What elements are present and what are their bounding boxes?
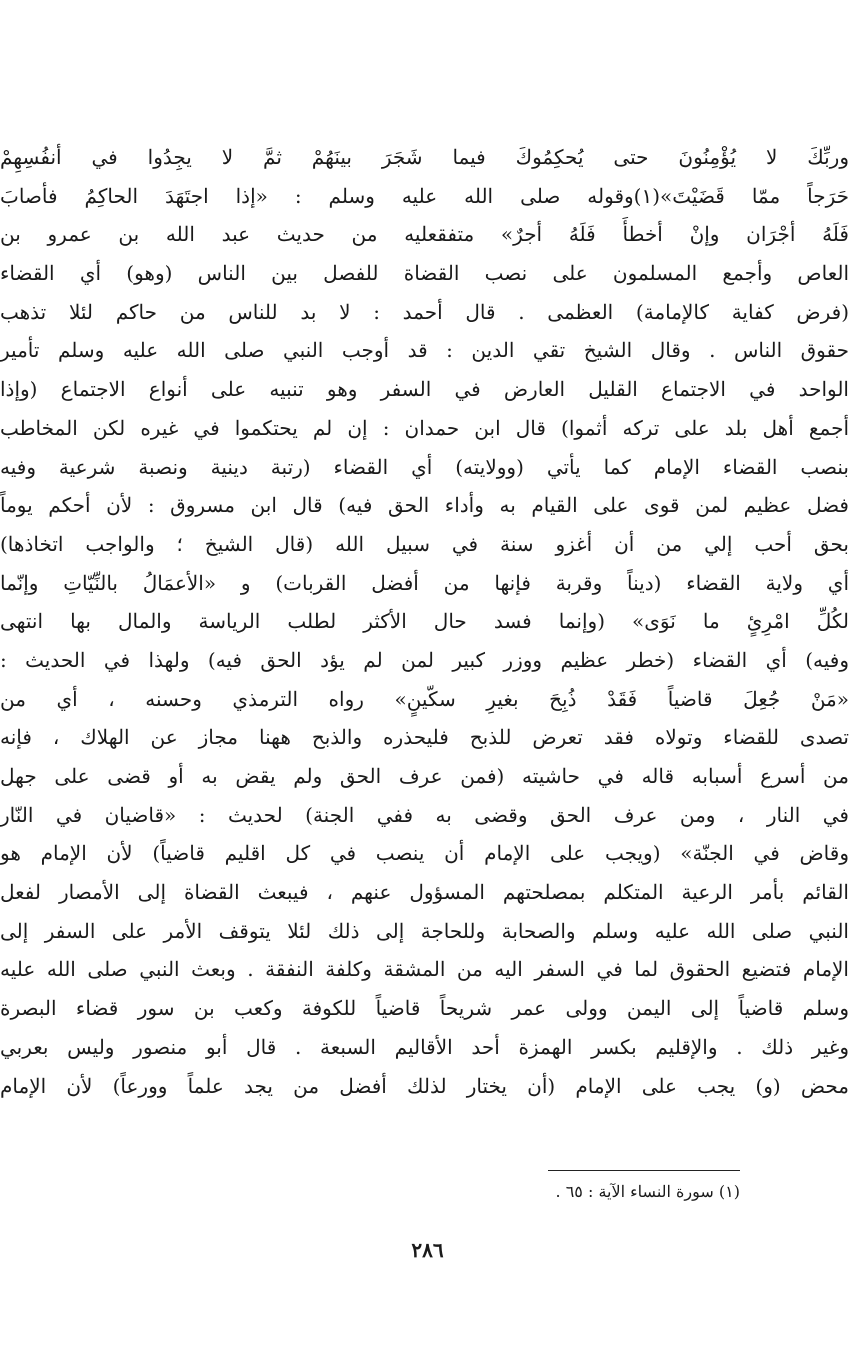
text-line: بنصب القضاء الإمام كما يأتي (وولايته) أي القضاء (رتبة دينية ونصبة شرعية وفيه	[0, 454, 849, 479]
text-line: محض (و) يجب على الإمام (أن يختار لذلك أفضل من يجد علماً وورعاً) لأن الإمام	[0, 1073, 849, 1098]
body-text	[0, 138, 849, 1105]
text-line: حقوق الناس . وقال الشيخ تقي الدين : قد أوجب النبي صلى الله عليه وسلم تأمير	[0, 338, 849, 363]
text-line: فضل عظيم لمن قوى على القيام به وأداء الحق فيه) قال ابن مسروق : لأن أحكم يوماً	[0, 493, 849, 518]
text-line: أي ولاية القضاء (ديناً وقربة فإنها من أفضل القربات) و «الأعمَالُ بالنِّيّاتِ وإنّما	[0, 570, 849, 595]
footnote-separator	[548, 1170, 740, 1171]
text-line: (فرض كفاية كالإمامة) العظمى . قال أحمد : لا بد للناس من حاكم لئلا تذهب	[0, 299, 849, 324]
text-line: وفيه) أي القضاء (خطر عظيم ووزر كبير لمن لم يؤد الحق فيه) ولهذا في الحديث :	[0, 647, 849, 672]
text-line: من أسرع أسبابه قاله في حاشيته (فمن عرف الحق ولم يقض به أو قضى على جهل	[0, 764, 849, 788]
text-line: تصدى للقضاء وتولاه فقد تعرض للذبح فليحذره والذبح ههنا مجاز عن الهلاك ، فإنه	[0, 725, 849, 750]
text-line: وقاض في الجنّة» (ويجب على الإمام أن ينصب في كل اقليم قاضياً) لأن الإمام هو	[0, 841, 849, 866]
text-line: حَرَجاً ممّا قَضَيْتَ»(١)وقوله صلى الله عليه وسلم : «إذا اجتَهَدَ الحاكِمُ فأصابَ	[0, 183, 849, 208]
footnote: (١) سورة النساء الآية : ٦٥ .	[555, 1182, 740, 1201]
text-line: وغير ذلك . والإقليم بكسر الهمزة أحد الأقاليم السبعة . قال أبو منصور وليس بعربي	[0, 1034, 849, 1059]
text-line: النبي صلى الله عليه وسلم والصحابة وللحاجة إلى ذلك لئلا يتوقف الأمر على السفر إلى	[0, 918, 849, 943]
text-line: «مَنْ جُعِلَ قاضياً فَقَدْ ذُبِحَ بغيرِ سكّينٍ» رواه الترمذي وحسنه ، أي من	[0, 686, 849, 711]
text-line: القائم بأمر الرعية المتكلم بمصلحتهم المسؤول عنهم ، فيبعث القضاة إلى الأمصار لفعل	[0, 880, 849, 905]
text-line: وربِّكَ لا يُؤْمِنُونَ حتى يُحكِمُوكَ فيما شَجَرَ بينَهُمْ ثمَّ لا يجِدُوا في أنفُسِهِمْ	[0, 145, 849, 169]
text-line: العاص وأجمع المسلمون على نصب القضاة للفصل بين الناس (وهو) أي القضاء	[0, 261, 849, 286]
text-line: أجمع أهل بلد على تركه أثموا) قال ابن حمدان : إن لم يحتكموا في غيره لكن المخاطب	[0, 415, 849, 440]
text-line: في النار ، ومن عرف الحق وقضى به ففي الجنة) لحديث : «قاضيان في النّار	[0, 802, 849, 827]
text-line: فَلَهُ أجْرَان وإنْ أخطأَ فَلَهُ أجرٌ» متفقعليه من حديث عبد الله بن عمرو بن	[0, 222, 849, 247]
page-number: ٢٨٦	[411, 1238, 444, 1262]
text-line: الإمام فتضيع الحقوق لما في السفر اليه من المشقة وكلفة النفقة . وبعث النبي صلى الله عليه	[0, 957, 849, 982]
text-line: الواحد في الاجتماع القليل العارض في السفر وهو تنبيه على أنواع الاجتماع (وإذا	[0, 377, 849, 402]
text-line: لكُلِّ امْرِئٍ ما نَوَى» (وإنما فسد حال الأكثر لطلب الرياسة والمال بها انتهى	[0, 609, 849, 634]
text-line: وسلم قاضياً إلى اليمن وولى عمر شريحاً قاضياً للكوفة وكعب بن سور قضاء البصرة	[0, 996, 849, 1021]
text-line: بحق أحب إلي من أن أغزو سنة في سبيل الله (قال الشيخ ؛ والواجب اتخاذها)	[0, 531, 849, 556]
